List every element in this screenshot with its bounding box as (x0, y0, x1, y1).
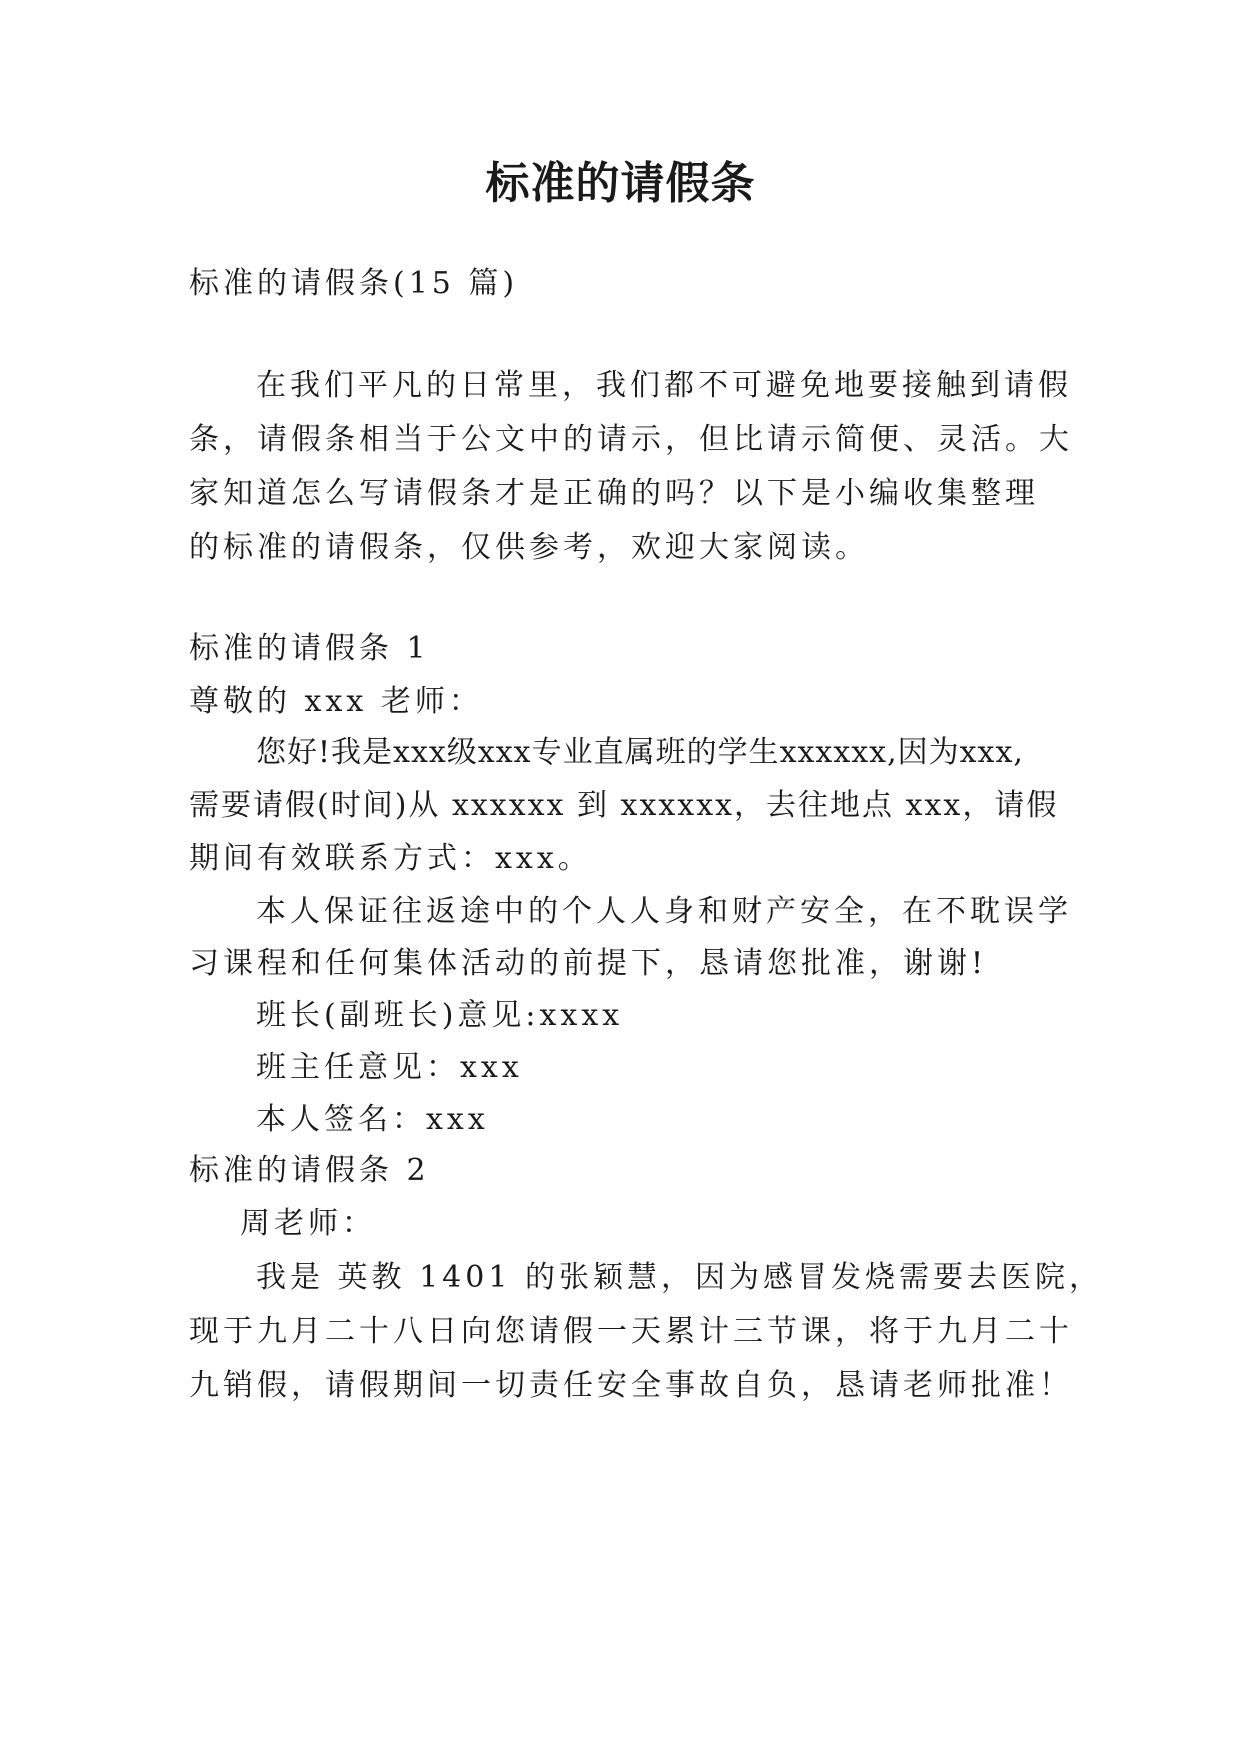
section2-heading: 标准的请假条 2 (189, 1153, 430, 1188)
section2-salutation: 周老师： (240, 1206, 376, 1241)
teacher-opinion: 班主任意见：xxx (256, 1050, 523, 1085)
section1-salutation: 尊敬的 xxx 老师： (189, 684, 483, 719)
monitor-opinion: 班长(副班长)意见:xxxx (256, 998, 624, 1033)
section1-body-line: 习课程和任何集体活动的前提下，恳请您批准，谢谢! (189, 946, 988, 981)
section1-body-line: 本人保证往返途中的个人人身和财产安全，在不耽误学 (256, 894, 1072, 929)
section1-body-line: 您好!我是xxx级xxx专业直属班的学生xxxxxx,因为xxx, (256, 735, 1024, 770)
intro-line: 条，请假条相当于公文中的请示，但比请示简便、灵活。大 (189, 422, 1073, 457)
section2-body-line: 现于九月二十八日向您请假一天累计三节课，将于九月二十 (189, 1314, 1073, 1349)
signature: 本人签名：xxx (256, 1102, 489, 1137)
intro-line: 的标准的请假条，仅供参考，欢迎大家阅读。 (189, 530, 869, 565)
section1-body-line: 需要请假(时间)从 xxxxxx 到 xxxxxx，去往地点 xxx，请假 (189, 788, 1059, 823)
document-title: 标准的请假条 (485, 158, 756, 209)
section2-body-line: 我是 英教 1401 的张颖慧，因为感冒发烧需要去医院， (256, 1260, 1103, 1295)
section1-heading: 标准的请假条 1 (189, 631, 430, 666)
intro-line: 在我们平凡的日常里，我们都不可避免地要接触到请假 (256, 368, 1072, 403)
intro-line: 家知道怎么写请假条才是正确的吗？以下是小编收集整理 (189, 476, 1039, 511)
section1-body-line: 期间有效联系方式：xxx。 (189, 841, 592, 876)
section2-body-line: 九销假，请假期间一切责任安全事故自负，恳请老师批准！ (189, 1368, 1073, 1403)
document-subtitle: 标准的请假条(15 篇) (189, 266, 519, 301)
